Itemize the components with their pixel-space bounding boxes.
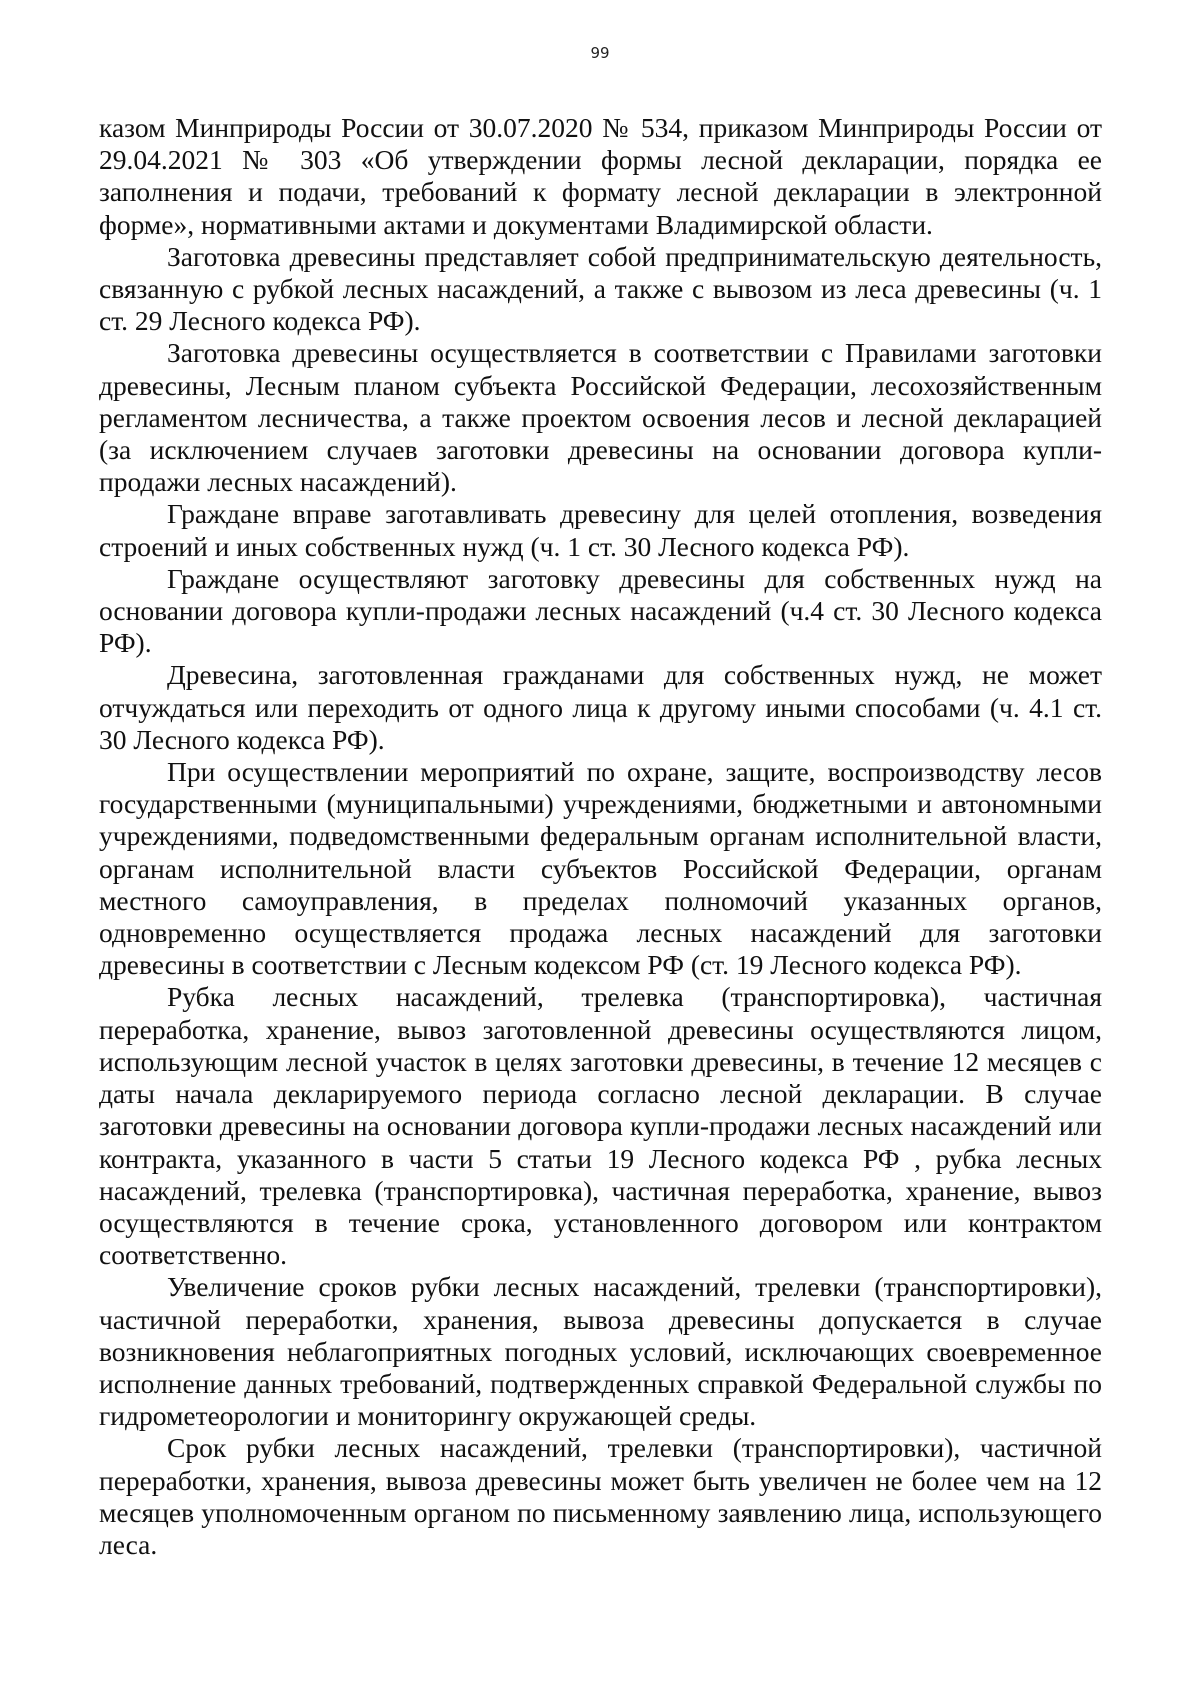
paragraph: Увеличение сроков рубки лесных насаждений, трелевки (транспортировки), частичной переработки, хранения, вывоза древесины допускается в случае возникновения неблагоприятных погодных условий, исключающих своевременное исполнение данных требований, подтвержденных справкой Федеральной службы по гидрометеорологии и мониторингу окружающей среды.: [99, 1271, 1102, 1432]
paragraph: Граждане осуществляют заготовку древесины для собственных нужд на основании договора купли-продажи лесных насаждений (ч.4 ст. 30 Лесного кодекса РФ).: [99, 562, 1102, 659]
paragraph: Древесина, заготовленная гражданами для собственных нужд, не может отчуждаться или переходить от одного лица к другому иными способами (ч. 4.1 ст. 30 Лесного кодекса РФ).: [99, 659, 1102, 755]
page-number: 99: [590, 44, 610, 62]
paragraph: Рубка лесных насаждений, трелевка (транспортировка), частичная переработка, хранение, вывоз заготовленной древесины осуществляются лицом, использующим лесной участок в целях заготовки древесины, в течение 12 месяцев с даты начала декларируемого периода согласно лесной декларации. В случае заготовки древесины на основании договора купли-продажи лесных насаждений или контракта, указанного в части 5 статьи 19 Лесного кодекса РФ , рубка лесных насаждений, трелевка (транспортировка), частичная переработка, хранение, вывоз осуществляются в течение срока, установленного договором или контрактом соответственно.: [99, 981, 1102, 1271]
paragraph: Заготовка древесины осуществляется в соответствии с Правилами заготовки древесины, Лесным планом субъекта Российской Федерации, лесохозяйственным регламентом лесничества, а также проектом освоения лесов и лесной декларацией (за исключением случаев заготовки древесины на основании договора купли-продажи лесных насаждений).: [99, 337, 1102, 498]
paragraph: Срок рубки лесных насаждений, трелевки (транспортировки), частичной переработки, хранения, вывоза древесины может быть увеличен не более чем на 12 месяцев уполномоченным органом по письменному заявлению лица, использующего леса.: [99, 1432, 1102, 1560]
paragraph: Граждане вправе заготавливать древесину для целей отопления, возведения строений и иных собственных нужд (ч. 1 ст. 30 Лесного кодекса РФ).: [99, 498, 1102, 562]
document-body: [99, 112, 1102, 1561]
paragraph: При осуществлении мероприятий по охране, защите, воспроизводству лесов государственными (муниципальными) учреждениями, бюджетными и автономными учреждениями, подведомственными федеральным органам исполнительной власти, органам исполнительной власти субъектов Российской Федерации, органам местного самоуправления, в пределах полномочий указанных органов, одновременно осуществляется продажа лесных насаждений для заготовки древесины в соответствии с Лесным кодексом РФ (ст. 19 Лесного кодекса РФ).: [99, 756, 1102, 981]
paragraph: казом Минприроды России от 30.07.2020 № 534, приказом Минприроды России от 29.04.2021 № 303 «Об утверждении формы лесной декларации, порядка ее заполнения и подачи, требований к формату лесной декларации в электронной форме», нормативными актами и документами Владимирской области.: [99, 112, 1102, 240]
paragraph: Заготовка древесины представляет собой предпринимательскую деятельность, связанную с рубкой лесных насаждений, а также с вывозом из леса древесины (ч. 1 ст. 29 Лесного кодекса РФ).: [99, 240, 1102, 337]
